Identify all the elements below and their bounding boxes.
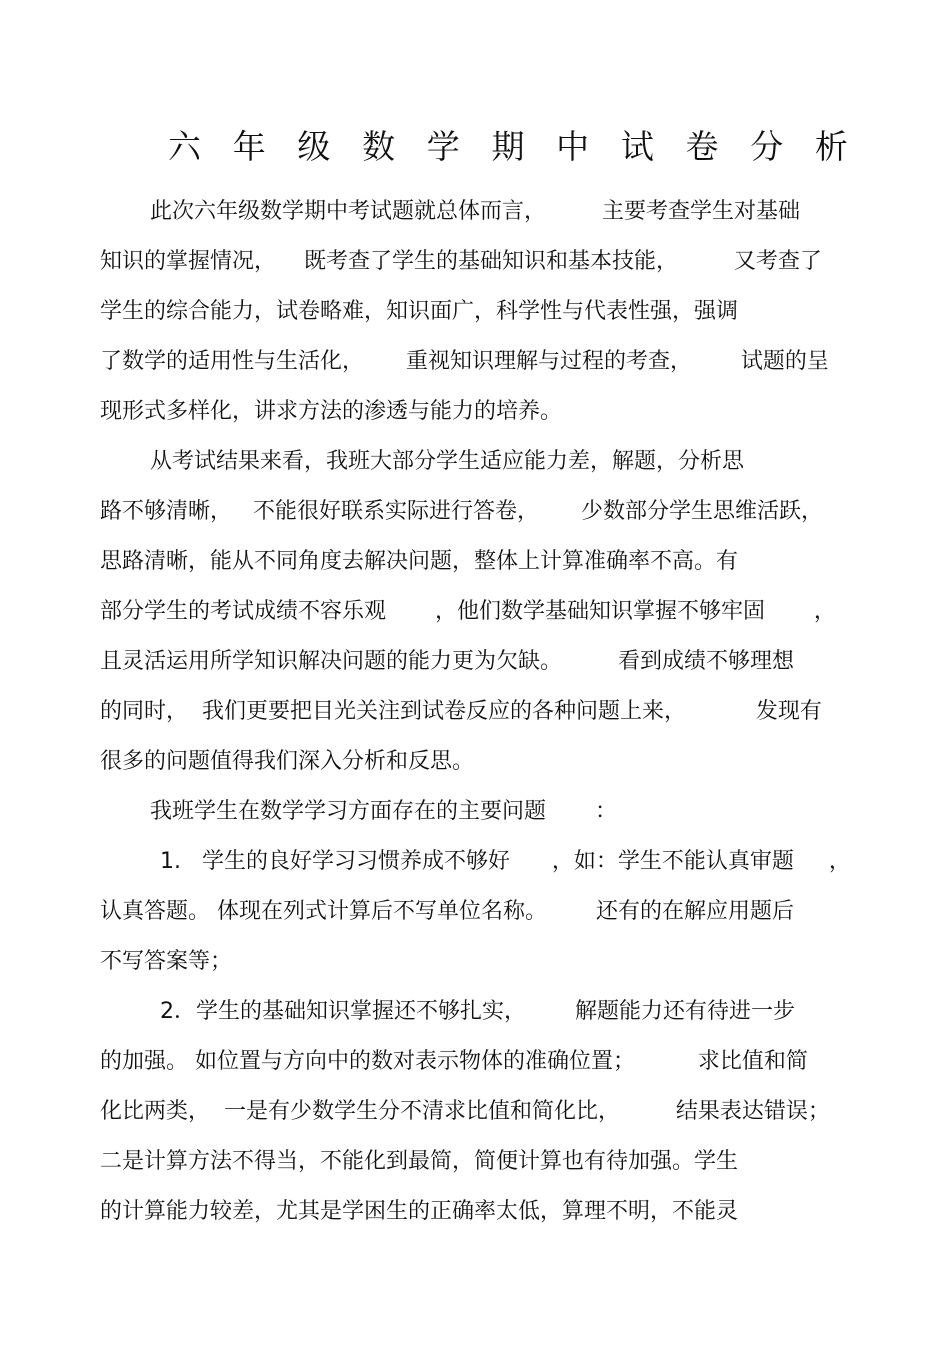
title-char: 析 [814,127,848,166]
list-item-line: 1. 学生的良好学习习惯养成不够好 ，如：学生不能认真审题 ， [160,849,851,874]
paragraph-line: 思路清晰，能从不同角度去解决问题，整体上计算准确率不高。有 [100,549,739,574]
title-char: 中 [556,127,590,166]
title-char: 数 [362,127,396,166]
list-item-line: 认真答题。 体现在列式计算后不写单位名称。 还有的在解应用题后 [100,899,794,924]
paragraph-line: 很多的问题值得我们深入分析和反思。 [100,749,475,774]
paragraph-line: 了数学的适用性与生活化， 重视知识理解与过程的考查， 试题的呈 [100,349,829,374]
list-item-line: 二是计算方法不得当，不能化到最简，简便计算也有待加强。学生 [100,1149,739,1174]
paragraph-line: 部分学生的考试成绩不容乐观 ，他们数学基础知识掌握不够牢固 ， [100,599,836,624]
title-char: 期 [491,127,525,166]
title-char: 试 [620,127,654,166]
list-item-line: 不写答案等； [100,949,233,974]
paragraph-line: 此次六年级数学期中考试题就总体而言， 主要考查学生对基础 [150,199,800,224]
paragraph-line: 且灵活运用所学知识解决问题的能力更为欠缺。 看到成绩不够理想 [100,649,794,674]
paragraph-line: 路不够清晰， 不能很好联系实际进行答卷， 少数部分学生思维活跃， [100,499,823,524]
title-char: 卷 [685,127,719,166]
title-char: 级 [297,127,331,166]
title-char: 分 [750,127,784,166]
document-title [168,124,848,170]
paragraph-line: 知识的掌握情况， 既考查了学生的基础知识和基本技能， 又考查了 [100,249,822,274]
title-char: 年 [232,127,266,166]
title-char: 学 [426,127,460,166]
list-item-line: 的加强。 如位置与方向中的数对表示物体的准确位置； 求比值和简 [100,1049,808,1074]
paragraph-line: 现形式多样化，讲求方法的渗透与能力的培养。 [100,399,563,424]
section-heading: 我班学生在数学学习方面存在的主要问题 ： [150,799,617,824]
paragraph-line: 从考试结果来看，我班大部分学生适应能力差，解题，分析思 [150,449,745,474]
list-item-line: 化比两类， 一是有少数学生分不清求比值和简化比， 结果表达错误； [100,1099,830,1124]
paragraph-line: 学生的综合能力，试卷略难，知识面广，科学性与代表性强，强调 [100,299,739,324]
title-char: 六 [168,127,201,166]
list-item-line: 2．学生的基础知识掌握还不够扎实， 解题能力还有待进一步 [160,999,795,1024]
list-item-line: 的计算能力较差，尤其是学困生的正确率太低，算理不明，不能灵 [100,1199,739,1224]
paragraph-line: 的同时， 我们更要把目光关注到试卷反应的各种问题上来， 发现有 [100,699,822,724]
